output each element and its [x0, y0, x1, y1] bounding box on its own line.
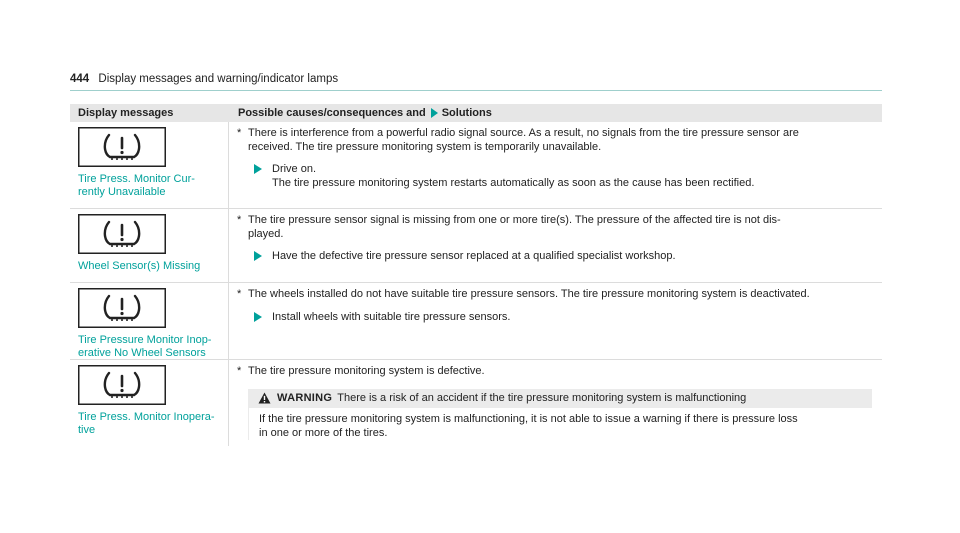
solution-item [248, 250, 872, 264]
display-messages-table [70, 104, 882, 446]
tire-pressure-warning-icon [78, 214, 166, 254]
table-row [70, 122, 882, 209]
cause-cell [229, 122, 882, 208]
column-header-messages: Display messages [78, 107, 174, 119]
tire-pressure-warning-icon [78, 127, 166, 167]
message-label[interactable] [78, 260, 228, 273]
page-header [70, 70, 882, 91]
message-cell [70, 360, 229, 446]
message-label[interactable] [78, 411, 228, 437]
arrow-right-icon [431, 108, 438, 118]
table-row [70, 283, 882, 360]
column-header-solutions-label: Solutions [441, 107, 492, 119]
solution-item [248, 163, 872, 190]
cause-text: There is interference from a powerful radio signal source. As a result, no signals from the tire pressure sensor are [248, 127, 799, 139]
tire-pressure-warning-icon [78, 365, 166, 405]
solution-text: Drive on. [272, 163, 317, 175]
page-title: Display messages and warning/indicator lamps [98, 73, 339, 85]
warning-label: WARNING [277, 391, 333, 404]
bullet-star: * [237, 127, 242, 139]
column-header-causes [229, 107, 882, 119]
message-label-line: tive [78, 424, 96, 436]
message-cell [70, 122, 229, 208]
message-label-line: Wheel Sensor(s) Missing [78, 260, 201, 272]
cause-cell [229, 283, 882, 359]
arrow-right-icon [254, 251, 262, 261]
message-label-line: rently Unavailable [78, 186, 166, 198]
cause-text: The wheels installed do not have suitable tire pressure sensors. The tire pressure monitoring system is deactivated. [248, 288, 810, 300]
solution-text: The tire pressure monitoring system restarts automatically as soon as the cause has been rectified. [272, 176, 755, 189]
table-row [70, 360, 882, 446]
cause-item [237, 288, 872, 302]
warning-text: If the tire pressure monitoring system is malfunctioning, it is not able to issue a warning if there is pressure loss [259, 413, 798, 425]
page-number: 444 [70, 73, 90, 85]
message-label-line: Tire Press. Monitor Cur- [78, 173, 195, 185]
cause-text: The tire pressure monitoring system is defective. [248, 365, 485, 377]
message-label-line: Tire Press. Monitor Inopera- [78, 411, 215, 423]
warning-text: in one or more of the tires. [259, 426, 388, 439]
cause-text: received. The tire pressure monitoring system is temporarily unavailable. [248, 140, 602, 153]
table-row [70, 209, 882, 283]
solution-item [248, 311, 872, 325]
cause-text: The tire pressure sensor signal is missing from one or more tire(s). The pressure of the affected tire is not dis- [248, 214, 781, 226]
arrow-right-icon [254, 164, 262, 174]
cause-cell [229, 360, 882, 446]
bullet-star: * [237, 365, 242, 377]
cause-cell [229, 209, 882, 282]
bullet-star: * [237, 288, 242, 300]
solution-text: Install wheels with suitable tire pressure sensors. [272, 310, 511, 323]
tire-pressure-warning-icon [78, 288, 166, 328]
warning-triangle-icon [258, 392, 271, 404]
cause-item [237, 365, 872, 379]
table-header [70, 104, 882, 122]
cause-item [237, 127, 872, 154]
column-header-causes-label: Possible causes/consequences and [238, 107, 426, 119]
bullet-star: * [237, 214, 242, 226]
arrow-right-icon [254, 312, 262, 322]
message-label[interactable] [78, 173, 228, 199]
warning-header [248, 389, 872, 409]
warning-body [248, 408, 872, 440]
cause-item [237, 214, 872, 241]
cause-text: played. [248, 227, 284, 240]
message-label[interactable] [78, 334, 228, 360]
message-label-line: Tire Pressure Monitor Inop- [78, 334, 212, 346]
message-cell [70, 283, 229, 359]
warning-box [248, 389, 872, 441]
message-label-line: erative No Wheel Sensors [78, 347, 206, 359]
message-cell [70, 209, 229, 282]
warning-title: There is a risk of an accident if the tire pressure monitoring system is malfunctioning [337, 391, 747, 404]
solution-text: Have the defective tire pressure sensor replaced at a qualified specialist workshop. [272, 250, 676, 262]
